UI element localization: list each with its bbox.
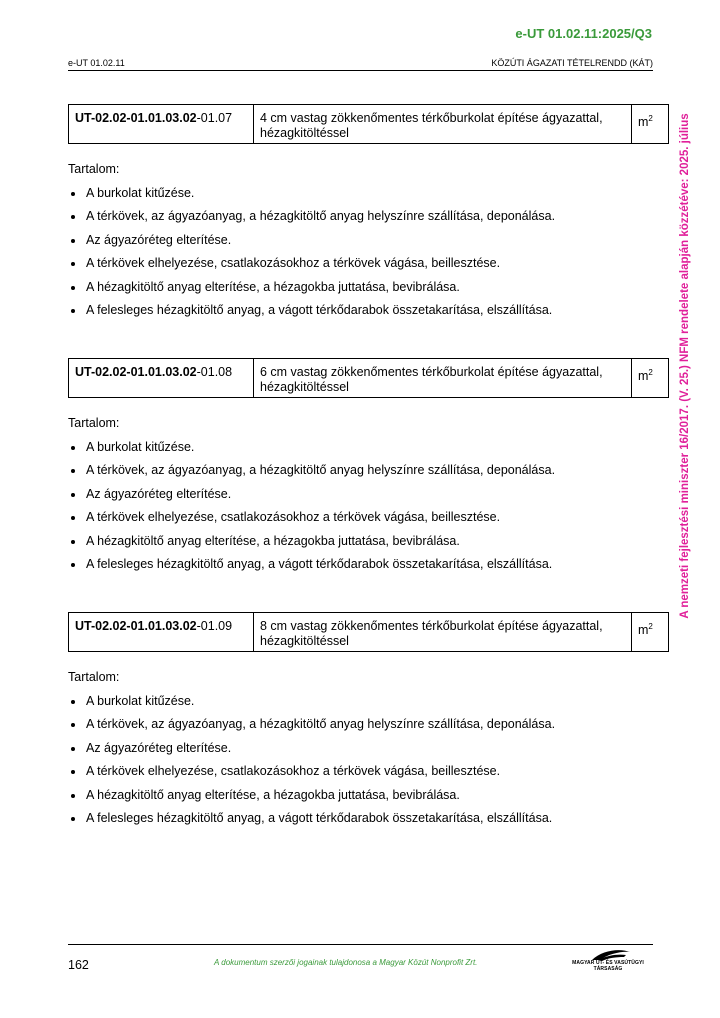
item-description: 6 cm vastag zökkenőmentes térkőburkolat építése ágyazattal, hézagkitöltéssel bbox=[254, 359, 632, 398]
content-item: A térkövek elhelyezése, csatlakozásokhoz a térkövek vágása, beillesztése. bbox=[68, 256, 669, 271]
document-code: e-UT 01.02.11:2025/Q3 bbox=[515, 26, 652, 41]
item-code-main: UT-02.02-01.01.03.02 bbox=[75, 619, 197, 633]
content-item: A hézagkitöltő anyag elterítése, a hézagokba juttatása, bevibrálása. bbox=[68, 534, 669, 549]
item-section bbox=[68, 104, 669, 318]
content-item: A burkolat kitűzése. bbox=[68, 694, 669, 709]
unit-exponent: 2 bbox=[648, 368, 653, 377]
item-section bbox=[68, 358, 669, 572]
item-code-main: UT-02.02-01.01.03.02 bbox=[75, 365, 197, 379]
unit-base: m bbox=[638, 623, 649, 638]
side-note bbox=[676, 96, 694, 636]
item-description: 4 cm vastag zökkenőmentes térkőburkolat építése ágyazattal, hézagkitöltéssel bbox=[254, 105, 632, 144]
footer-divider bbox=[68, 944, 653, 945]
item-unit bbox=[632, 613, 669, 652]
content-title: Tartalom: bbox=[68, 162, 120, 176]
item-description: 8 cm vastag zökkenőmentes térkőburkolat építése ágyazattal, hézagkitöltéssel bbox=[254, 613, 632, 652]
item-code-main: UT-02.02-01.01.03.02 bbox=[75, 111, 197, 125]
content-item: A felesleges hézagkitöltő anyag, a vágott térkődarabok összetakarítása, elszállítása. bbox=[68, 811, 669, 826]
content-item: Az ágyazóréteg elterítése. bbox=[68, 487, 669, 502]
content-item: A burkolat kitűzése. bbox=[68, 186, 669, 201]
item-unit bbox=[632, 105, 669, 144]
item-table bbox=[68, 358, 669, 398]
item-table bbox=[68, 612, 669, 652]
item-code bbox=[69, 613, 254, 652]
page-header bbox=[68, 58, 653, 71]
content-title: Tartalom: bbox=[68, 416, 120, 430]
content-item: Az ágyazóréteg elterítése. bbox=[68, 233, 669, 248]
footer-copyright: A dokumentum szerzői jogainak tulajdonosa a Magyar Közút Nonprofit Zrt. bbox=[214, 958, 478, 967]
unit-base: m bbox=[638, 369, 649, 384]
side-note-text: A nemzeti fejlesztési miniszter 16/2017. (V. 25.) NFM rendelete alapján közzétéve: 2025. július bbox=[679, 113, 691, 619]
unit-exponent: 2 bbox=[648, 114, 653, 123]
content-item: A hézagkitöltő anyag elterítése, a hézagokba juttatása, bevibrálása. bbox=[68, 788, 669, 803]
header-right: KÖZÚTI ÁGAZATI TÉTELRENDD (KÁT) bbox=[491, 58, 653, 68]
item-code-suffix: -01.08 bbox=[196, 365, 233, 379]
content-item: A térkövek, az ágyazóanyag, a hézagkitöltő anyag helyszínre szállítása, deponálása. bbox=[68, 717, 669, 732]
item-unit bbox=[632, 359, 669, 398]
unit-exponent: 2 bbox=[648, 622, 653, 631]
item-code bbox=[69, 359, 254, 398]
content-list bbox=[68, 186, 669, 319]
logo-text: MAGYAR ÚT- ÉS VASÚTÜGYI TÁRSASÁG bbox=[572, 960, 644, 972]
item-code-suffix: -01.07 bbox=[196, 111, 233, 125]
content-item: A térkövek, az ágyazóanyag, a hézagkitöltő anyag helyszínre szállítása, deponálása. bbox=[68, 463, 669, 478]
content-title: Tartalom: bbox=[68, 670, 120, 684]
content-item: A térkövek, az ágyazóanyag, a hézagkitöltő anyag helyszínre szállítása, deponálása. bbox=[68, 209, 669, 224]
header-left: e-UT 01.02.11 bbox=[68, 58, 125, 68]
content-list bbox=[68, 694, 669, 827]
content-item: A térkövek elhelyezése, csatlakozásokhoz a térkövek vágása, beillesztése. bbox=[68, 764, 669, 779]
content-item: A felesleges hézagkitöltő anyag, a vágott térkődarabok összetakarítása, elszállítása. bbox=[68, 303, 669, 318]
item-code bbox=[69, 105, 254, 144]
content-list bbox=[68, 440, 669, 573]
page-number: 162 bbox=[68, 958, 89, 972]
content-item: A térkövek elhelyezése, csatlakozásokhoz a térkövek vágása, beillesztése. bbox=[68, 510, 669, 525]
item-table bbox=[68, 104, 669, 144]
content-item: A hézagkitöltő anyag elterítése, a hézagokba juttatása, bevibrálása. bbox=[68, 280, 669, 295]
content-item: Az ágyazóréteg elterítése. bbox=[68, 741, 669, 756]
content-item: A burkolat kitűzése. bbox=[68, 440, 669, 455]
item-section bbox=[68, 612, 669, 826]
item-code-suffix: -01.09 bbox=[196, 619, 233, 633]
content-item: A felesleges hézagkitöltő anyag, a vágott térkődarabok összetakarítása, elszállítása. bbox=[68, 557, 669, 572]
unit-base: m bbox=[638, 115, 649, 130]
